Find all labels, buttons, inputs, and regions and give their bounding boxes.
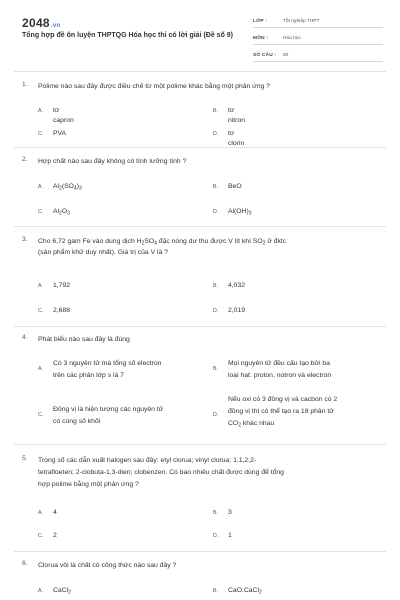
- question-text: Phát biểu nào sau đây là đúng: [38, 336, 130, 343]
- option-text: PVA: [53, 130, 67, 137]
- question-text: Hợp chất nào sau đây không có tính lưỡng tính ?: [38, 158, 187, 165]
- divider: [14, 444, 386, 445]
- option-text: 2,688: [53, 307, 71, 314]
- option-text: 2: [53, 532, 57, 539]
- option-text: BeO: [228, 183, 242, 190]
- option-letter: D.: [213, 533, 219, 539]
- divider: [14, 71, 386, 72]
- option-text: tơ capron: [53, 107, 74, 124]
- option-text: 1,792: [53, 282, 71, 289]
- meta-label: MÔN :: [253, 36, 269, 41]
- question-text-line: (sản phẩm khử duy nhất). Giá trị của V là ?: [38, 249, 168, 256]
- option-text-line: loại hạt: proton, notron và electron: [228, 372, 332, 379]
- question-number: 5.: [22, 455, 28, 462]
- question-text-line: Cho 6,72 gam Fe vào dung dịch $H_2SO_4$ đặc nóng dư thu được V lít khí $SO_2$ ở đktc: [38, 238, 287, 247]
- option-text-line: Nếu oxi có 3 đồng vị và cacbon có 2: [228, 396, 338, 403]
- logo-domain-text: .vn: [50, 23, 61, 29]
- option-letter: C.: [38, 209, 44, 215]
- option-text: 3: [228, 509, 232, 516]
- document-header: [0, 0, 400, 58]
- option-letter: D.: [213, 308, 219, 314]
- option-letter: B.: [213, 108, 218, 114]
- divider: [14, 147, 386, 148]
- option-letter: B.: [213, 366, 218, 372]
- option-text-line: có cùng số khối: [53, 418, 101, 425]
- meta-label: LỚP :: [253, 19, 268, 24]
- meta-row-question-count: [253, 48, 383, 62]
- divider: [14, 326, 386, 327]
- question-number: 1.: [22, 81, 28, 88]
- option-text: tơ clorin: [228, 130, 245, 147]
- option-text-line: $CO_2$ khác nhau: [228, 420, 275, 429]
- question-number: 3.: [22, 236, 28, 243]
- option-text: 1: [228, 532, 232, 539]
- option-letter: B.: [213, 510, 218, 516]
- option-text: $Al(OH)_3$: [228, 208, 252, 217]
- meta-value: Hóa học: [283, 36, 301, 41]
- question-text: Polime nào sau đây được điều chế từ một polime khác bằng một phản ứng ?: [38, 83, 270, 90]
- option-text: $Al_2(SO_4)_3$: [53, 183, 82, 192]
- option-text-line: đồng vị thì có thể tạo ra 18 phân tử: [228, 408, 334, 415]
- meta-value: 50: [283, 53, 289, 58]
- question-text-line: hợp polime bằng một phản ứng ?: [38, 481, 139, 488]
- option-text-line: Có 3 nguyên tử mà tổng số electron: [53, 360, 162, 367]
- site-logo[interactable]: [22, 16, 60, 30]
- option-letter: A.: [38, 184, 43, 190]
- question-text: Clorua vôi là chất có công thức nào sau đây ?: [38, 562, 177, 569]
- option-letter: A.: [38, 588, 43, 594]
- option-letter: B.: [213, 283, 218, 289]
- option-letter: B.: [213, 184, 218, 190]
- option-letter: D.: [213, 209, 219, 215]
- option-text-line: trên các phân lớp s là 7: [53, 372, 124, 379]
- question-number: 4.: [22, 334, 28, 341]
- option-letter: C.: [38, 412, 44, 418]
- meta-value: Tốt nghiệp THPT: [283, 19, 320, 24]
- option-letter: B.: [213, 588, 218, 594]
- meta-label: SỐ CÂU :: [253, 53, 277, 58]
- question-text: [38, 236, 368, 258]
- option-text-line: Đồng vị là hiện tượng các nguyên tử: [53, 406, 164, 413]
- meta-row-subject: [253, 31, 383, 45]
- option-text: [53, 404, 163, 428]
- option-text: 4,032: [228, 282, 246, 289]
- option-text: [228, 394, 337, 430]
- option-text: [228, 358, 331, 382]
- logo-main-text: 2048: [22, 16, 50, 30]
- divider: [14, 226, 386, 227]
- option-letter: D.: [213, 412, 219, 418]
- question-text-line: tetrafloeten; 2-clobuta-1,3-dien; clobenzen. Có bao nhiêu chất được dùng để tổng: [38, 469, 284, 476]
- option-letter: A.: [38, 283, 43, 289]
- question-text: [38, 455, 368, 491]
- option-text: [53, 358, 161, 382]
- option-text: 2,019: [228, 307, 246, 314]
- option-text: CaCl$_2$: [53, 587, 71, 596]
- question-text-line: Trong số các dẫn xuất halogen sau đây: etyl clorua; vinyl clorua; 1,1,2,2-: [38, 457, 257, 464]
- option-letter: A.: [38, 366, 43, 372]
- document-title: Tổng hợp đề ôn luyện THPTQG Hóa học thi có lời giải (Đề số 9): [22, 32, 234, 39]
- option-text: CaO.CaCl$_2$: [228, 587, 262, 596]
- option-text: tơ nitron: [228, 107, 246, 124]
- option-text: $Al_2O_3$: [53, 208, 70, 217]
- divider: [14, 551, 386, 552]
- question-number: 6.: [22, 560, 28, 567]
- meta-row-class: [253, 14, 383, 28]
- option-letter: C.: [38, 533, 44, 539]
- option-letter: C.: [38, 308, 44, 314]
- meta-info-box: [253, 14, 383, 65]
- option-text: 4: [53, 509, 57, 516]
- option-text-line: Mọi nguyên tử đều cấu tạo bởi ba: [228, 360, 330, 367]
- option-letter: D.: [213, 131, 219, 137]
- question-number: 2.: [22, 156, 28, 163]
- option-letter: A.: [38, 510, 43, 516]
- option-letter: C.: [38, 131, 44, 137]
- option-letter: A.: [38, 108, 43, 114]
